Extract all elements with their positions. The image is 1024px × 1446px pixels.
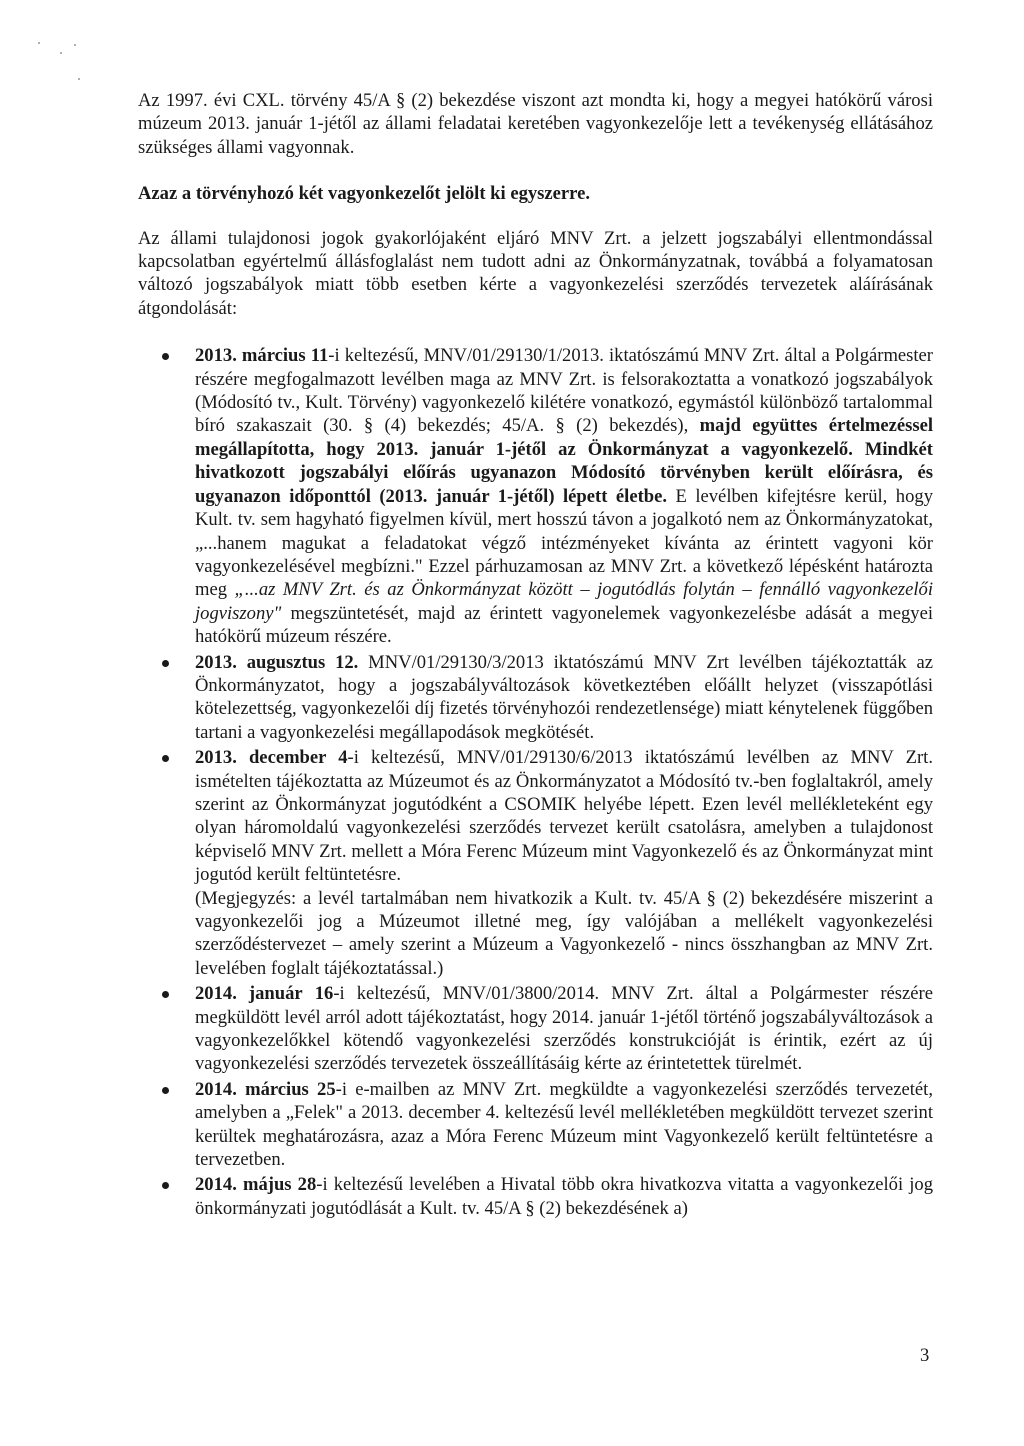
item-bold-text: majd együttes értelmezéssel megállapította, hogy 2013. január 1-jétől az Önkormányzat a vagyonkezelő. Mindkét hivatkozott jogszabályi előírás ugyanazon Módosító törvényben került előírásra, és ugyanazon időponttól (2013. január 1-jétől) lépett életbe. xyxy=(195,415,933,507)
list-item-2014-01-16 xyxy=(138,982,933,1076)
item-text: -i keltezésű levelében a Hivatal több okra hivatkozva vitatta a vagyonkezelői jog önkormányzati jogutódlását a Kult. tv. 45/A § (2) bekezdésének a) xyxy=(195,1174,934,1219)
paragraph-mnv-position: Az állami tulajdonosi jogok gyakorlójaként eljáró MNV Zrt. a jelzett jogszabályi ellentmondással kapcsolatban egyértelmű állásfoglalást nem tudott adni az Önkormányzatnak, továbbá a folyamatosan változó jogszabályok miatt több esetben kérte a vagyonkezelési szerződés tervezetek aláírásának átgondolását: xyxy=(138,227,933,319)
list-item-2013-12-04 xyxy=(138,746,933,980)
paragraph-law-reference: Az 1997. évi CXL. törvény 45/A § (2) bekezdése viszont azt mondta ki, hogy a megyei hatókörű városi múzeum 2013. január 1-jétől az állami feladatai keretében vagyonkezelője lett a tevékenység ellátásához szükséges állami vagyonnak. xyxy=(138,90,933,158)
list-item-2013-03-11 xyxy=(138,344,933,648)
item-date: 2013. december 4 xyxy=(195,747,348,769)
item-text-continued: E levélben kifejtésre kerül, hogy Kult. tv. sem hagyható figyelmen kívül, mert hosszú távon a jogalkotó nem az Önkormányzatokat, „...hanem magukat a feladatokat végző intézményeket kívánta az érintett vagyoni kör vagyonkezelésével megbízni." Ezzel párhuzamosan az MNV Zrt. a következő lépésként határozta meg xyxy=(195,485,933,601)
item-text: -i keltezésű, MNV/01/29130/6/2013 iktatószámú levélben az MNV Zrt. ismételten tájékoztatta az Múzeumot és az Önkormányzatot a Módosító tv.-ben foglaltakról, amely szerint az Önkormányzat jogutódként a CSOMIK helyébe lépett. Ezen levél mellékleteként egy olyan háromoldalú vagyonkezelési szerződés tervezet került csatolásra, amelyben a tulajdonost képviselő MNV Zrt. mellett a Móra Ferenc Múzeum mint Vagyonkezelő és az Önkormányzat mint jogutód került feltüntetésre. xyxy=(195,747,933,886)
item-text: -i e-mailben az MNV Zrt. megküldte a vagyonkezelési szerződés tervezetét, amelyben a „Felek" a 2013. december 4. keltezésű levél mellékletében megküldött tervezet szerint kerültek meghatározásra, azaz a Móra Ferenc Múzeum mint Vagyonkezelő került feltüntetésre a tervezetben. xyxy=(195,1078,933,1171)
item-date: 2013. március xyxy=(195,345,306,367)
item-text: -i keltezésű, MNV/01/3800/2014. MNV Zrt. által a Polgármester részére megküldött levél arról adott tájékoztatást, hogy 2014. január 1-jétől történő jogszabályváltozások a vagyonkezelőkkel kötendő vagyonkezelési szerződés konstrukcióját is érintik, ezért az új vagyonkezelési szerződés tervezetek összeállításáig kérte az érintetettek türelmét. xyxy=(195,983,933,1075)
list-item-2014-05-28 xyxy=(138,1173,933,1220)
item-day: 16 xyxy=(314,983,334,1005)
item-day: 11 xyxy=(310,345,329,367)
item-text-end: megszüntetését, majd az érintett vagyonelemek vagyonkezelésbe adását a megyei hatókörű múzeum részére. xyxy=(195,602,933,648)
list-item-2013-08-12 xyxy=(138,651,933,745)
item-note: (Megjegyzés: a levél tartalmában nem hivatkozik a Kult. tv. 45/A § (2) bekezdésére miszerint a vagyonkezelői jog a Múzeumot illetné meg, így valójában a mellékelt vagyonkezelési szerződéstervezet – amely szerint a Múzeum a Vagyonkezelő - nincs összhangban az MNV Zrt. levelében foglalt tájékoztatással.) xyxy=(195,887,933,979)
page-number: 3 xyxy=(920,1345,930,1366)
item-text: -i keltezésű, MNV/01/29130/1/2013. iktatószámú MNV Zrt. által a Polgármester részére megfogalmazott levélben maga az MNV Zrt. is felsorakoztatta a vonatkozó jogszabályok (Módosító tv., Kult. Törvény) vagyonkezelő kilétére vonatkozó, egymástól különböző tartalommal bíró szakaszait (30. § (4) bekezdés; 45/A. § (2) bekezdés), xyxy=(195,345,934,437)
item-quote: „...az MNV Zrt. és az Önkormányzat között – jogutódlás folytán – fennálló vagyonkezelői jogviszony" xyxy=(195,579,933,624)
item-date: 2014. március xyxy=(195,1078,309,1100)
list-item-2014-03-25 xyxy=(138,1078,933,1172)
item-date: 2014. május xyxy=(195,1174,292,1196)
item-text: MNV/01/29130/3/2013 iktatószámú MNV Zrt levélben tájékoztatták az Önkormányzatot, hogy a jogszabályváltozások következtében előállt helyzet (visszapótlási kötelezettség, vagyonkezelői díj fizetés törvényhozói rendezetlensége) miatt kénytelenek függőben tartani a vagyonkezelési megállapodások megkötését. xyxy=(195,651,933,743)
document-body xyxy=(138,89,933,1222)
item-day: 25 xyxy=(317,1078,336,1100)
paragraph-two-managers: Azaz a törvényhozó két vagyonkezelőt jelölt ki egyszerre. xyxy=(138,183,590,205)
correspondence-list xyxy=(138,344,933,1220)
item-date: 2014. január xyxy=(195,983,303,1005)
item-date: 2013. augusztus 12. xyxy=(195,651,359,673)
scan-specks xyxy=(30,30,90,90)
item-day: 28 xyxy=(297,1174,317,1196)
